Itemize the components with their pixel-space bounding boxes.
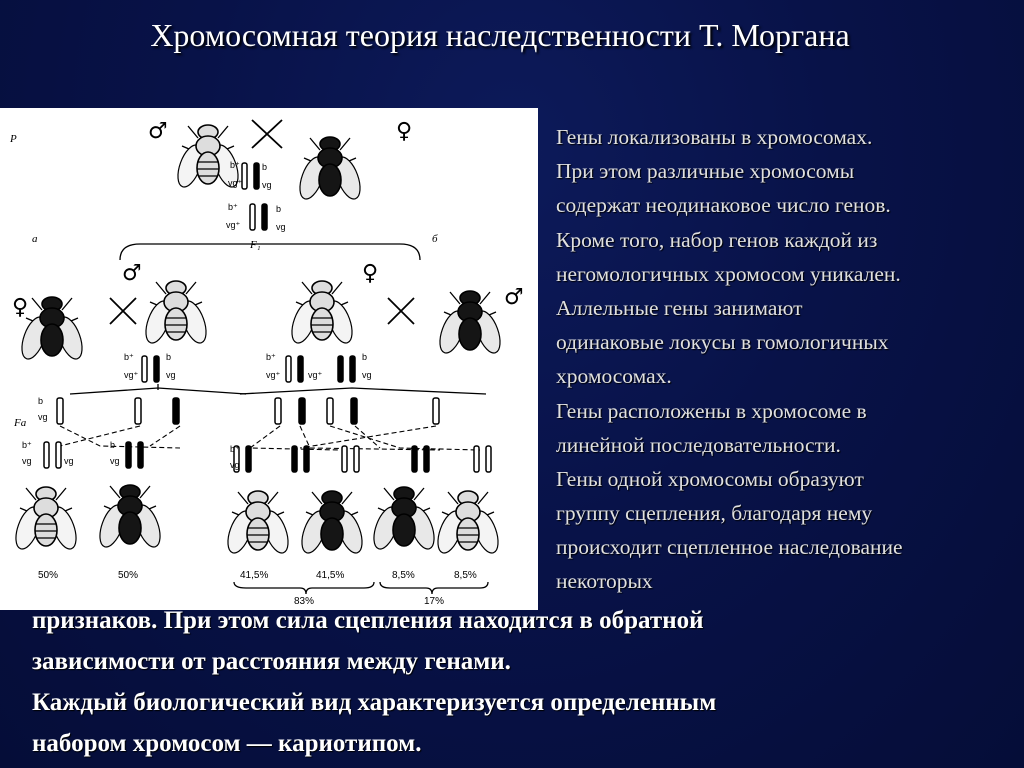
text-line: Гены локализованы в хромосомах. xyxy=(556,125,873,149)
text-line: Каждый биологический вид характеризуется определенным xyxy=(32,689,717,716)
svg-text:b⁺: b⁺ xyxy=(230,160,240,170)
label-b: б xyxy=(432,233,438,245)
fa-b-fly-4 xyxy=(433,491,503,556)
pct-a-left: 50% xyxy=(38,570,59,581)
svg-text:b: b xyxy=(110,440,116,450)
label-p: P xyxy=(10,133,17,145)
svg-text:♂: ♂ xyxy=(122,261,142,286)
b-male-fly xyxy=(435,291,505,356)
b-chromosome-pair-2 xyxy=(338,356,355,382)
pct-b2: 41,5% xyxy=(316,570,345,581)
svg-text:b: b xyxy=(38,396,44,406)
fa-a-fly-dark xyxy=(95,485,165,550)
svg-text:vg⁺: vg⁺ xyxy=(228,178,243,188)
morgan-cross-diagram xyxy=(0,108,538,610)
svg-text:vg: vg xyxy=(38,412,48,422)
svg-text:b⁺: b⁺ xyxy=(22,440,32,450)
text-line: набором хромосом — кариотипом. xyxy=(32,730,422,757)
fa-b-fly-3 xyxy=(369,487,439,552)
text-line: Гены расположены в хромосоме в xyxy=(556,398,867,423)
text-line: некоторых xyxy=(556,569,653,594)
fa-b-pair-3 xyxy=(342,446,359,472)
pct-b1: 41,5% xyxy=(240,570,269,581)
text-line: негомологичных хромосом уникален. xyxy=(556,261,901,286)
svg-text:b⁺: b⁺ xyxy=(230,444,240,454)
text-line: линейной последовательности. xyxy=(556,432,841,457)
fa-b-pair-4 xyxy=(412,446,429,472)
svg-text:b⁺: b⁺ xyxy=(124,352,134,362)
text-line: Гены одной хромосомы образуют xyxy=(556,466,864,491)
label-a: а xyxy=(32,233,38,245)
svg-text:b: b xyxy=(362,352,368,362)
svg-text:b⁺: b⁺ xyxy=(266,352,276,362)
text-line: содержат неодинаковое число генов. xyxy=(556,193,891,218)
svg-text:vg⁺: vg⁺ xyxy=(266,370,281,380)
svg-text:♀: ♀ xyxy=(362,261,379,286)
svg-text:vg: vg xyxy=(22,456,32,466)
fa-a-pair-1 xyxy=(44,442,61,468)
svg-text:♂: ♂ xyxy=(504,285,524,310)
svg-text:vg⁺: vg⁺ xyxy=(226,220,241,230)
svg-text:vg: vg xyxy=(166,370,176,380)
pct-sum1: 83% xyxy=(294,596,315,607)
svg-text:b: b xyxy=(262,162,268,172)
text-line: Аллельные гены занимают xyxy=(556,295,803,320)
svg-text:b: b xyxy=(276,204,282,214)
svg-text:vg: vg xyxy=(110,456,120,466)
f1-chromosome-pair xyxy=(250,204,267,230)
label-fa: Fа xyxy=(14,417,27,429)
f1-bracket xyxy=(120,244,420,260)
bracket-83 xyxy=(234,582,374,594)
text-line: группу сцепления, благодаря нему xyxy=(556,501,873,526)
male-symbol: ♂ xyxy=(148,119,168,144)
b-chromosome-pair-1 xyxy=(286,356,303,382)
diagram-svg xyxy=(0,108,538,610)
svg-text:vg: vg xyxy=(262,180,272,190)
text-line: происходит сцепленное наследование xyxy=(556,535,903,560)
p-chromosome-pair xyxy=(242,163,259,189)
svg-text:vg: vg xyxy=(362,370,372,380)
pct-b3: 8,5% xyxy=(392,570,415,581)
fa-b-fly-2 xyxy=(297,491,367,556)
fa-a-pair-2 xyxy=(126,442,143,468)
pct-sum2: 17% xyxy=(424,596,445,607)
text-line: При этом различные хромосомы xyxy=(556,159,855,184)
svg-text:b: b xyxy=(166,352,172,362)
text-line: одинаковые локусы в гомологичных xyxy=(556,330,889,355)
bracket-17 xyxy=(380,582,488,594)
text-line: хромосомах. xyxy=(556,364,672,389)
slide-title: Хромосомная теория наследственности Т. Моргана xyxy=(150,17,850,53)
svg-text:♀: ♀ xyxy=(12,295,29,320)
p-female-fly xyxy=(295,137,365,202)
svg-text:vg: vg xyxy=(276,222,286,232)
female-symbol: ♀ xyxy=(396,119,413,144)
b-female-fly xyxy=(287,281,357,346)
a-male-fly xyxy=(141,281,211,346)
svg-text:vg⁺: vg⁺ xyxy=(124,370,139,380)
fa-b-pair-2 xyxy=(292,446,309,472)
svg-text:vg⁺: vg⁺ xyxy=(308,370,323,380)
a-chromosome-pair xyxy=(142,356,159,382)
right-text-block xyxy=(556,120,1024,599)
bottom-text-block xyxy=(32,600,1012,764)
label-f1: F₁ xyxy=(250,239,261,251)
fa-a-fly-light xyxy=(11,487,81,552)
pct-a-right: 50% xyxy=(118,570,139,581)
text-line: зависимости от расстояния между генами. xyxy=(32,648,511,675)
fa-b-pair-5 xyxy=(474,446,491,472)
svg-text:b⁺: b⁺ xyxy=(228,202,238,212)
pct-b4: 8,5% xyxy=(454,570,477,581)
text-line: Кроме того, набор генов каждой из xyxy=(556,227,878,252)
svg-text:vg: vg xyxy=(64,456,74,466)
text-line: признаков. При этом сила сцепления находится в обратной xyxy=(32,607,704,634)
svg-text:vg: vg xyxy=(230,460,240,470)
fa-b-fly-1 xyxy=(223,491,293,556)
